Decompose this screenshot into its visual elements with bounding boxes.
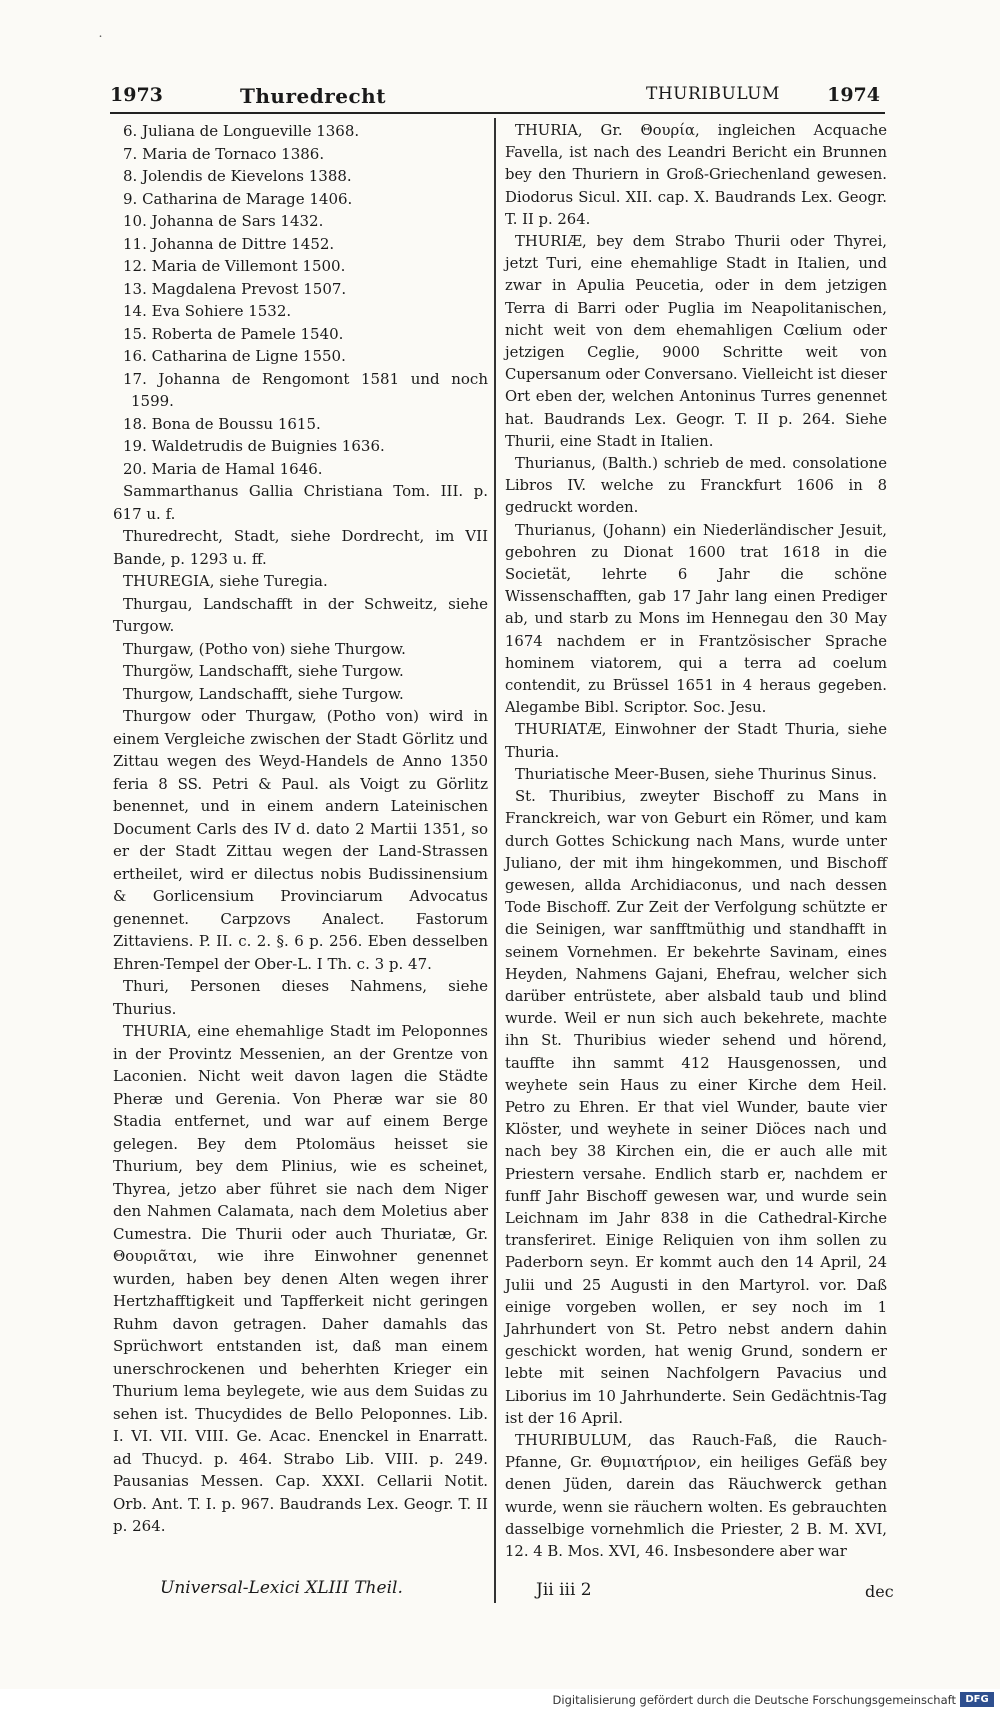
attribution-text: Digitalisierung gefördert durch die Deutsche Forschungsgemeinschaft: [552, 1693, 956, 1707]
paragraph: Thurianus, (Johann) ein Niederländischer Jesuit, gebohren zu Dionat 1600 trat 1618 in die Societät, lehrte 6 Jahr die schöne Wissenschafften, gab 17 Jahr lang einen Prediger ab, und starb zu Mons im Hennegau den 30 May 1674 nachdem er in Frantzösischer Sprache hominem viatorem, qui a terra ad coelum contendit, zu Brüssel 1651 in 4 heraus gegeben. Alegambe Bibl. Scriptor. Soc. Jesu.: [505, 521, 887, 717]
list-entry: 14. Eva Sohiere 1532.: [123, 302, 292, 320]
page-number-left: 1973: [110, 84, 163, 106]
list-entry: 15. Roberta de Pamele 1540.: [123, 324, 344, 343]
paragraph: Thurgow, Landschafft, siehe Turgow.: [123, 684, 404, 703]
list-entry: 18. Bona de Boussu 1615.: [123, 414, 321, 433]
list-entry: 10. Johanna de Sars 1432.: [123, 212, 324, 230]
header-rule: [110, 112, 885, 114]
list-entry: 16. Catharina de Ligne 1550.: [123, 347, 346, 365]
paragraph: THURIATÆ, Einwohner der Stadt Thuria, siehe Thuria.: [505, 721, 887, 761]
page-header: [110, 84, 880, 110]
page-number-right: 1974: [827, 84, 880, 106]
list-entry: 11. Johanna de Dittre 1452.: [123, 234, 335, 253]
paragraph: THURIÆ, bey dem Strabo Thurii oder Thyrei, jetzt Turi, eine ehemahlige Stadt in Italien, und zwar in Apulia Peucetia, oder in dem jetzigen Terra di Barri oder Puglia im Neapolitanischen, nicht weit von dem ehemahligen Cœlium oder jetzigen Ceglie, 9000 Schritte weit von Cupersanum oder Conversano. Vielleicht ist dieser Ort eben der, welchen Antoninus Turres genennet hat. Baudrands Lex. Geogr. T. II p. 264. Siehe Thurii, eine Stadt in Italien.: [505, 233, 887, 450]
paragraph: Thurgow oder Thurgaw, (Potho von) wird in einem Vergleiche zwischen der Stadt Görlitz und Zittau wegen des Weyd-Handels de Anno 1350 feria 8 SS. Petri & Paul. als Voigt zu Görlitz benennet, und in einem andern Lateinischen Document Carls des IV d. dato 2 Martii 1351, so er der Stadt Zittau wegen der Land-Strassen ertheilet, wird er dilectus nobis Budissinensium & Gorlicensium Provinciarum Advocatus genennet. Carpzovs Analect. Fastorum Zittaviens. P. II. c. 2. §. 6 p. 256. Eben desselben Ehren-Tempel der Ober-L. I Th. c. 3 p. 47.: [113, 707, 488, 973]
paragraph: THURIA, Gr. Θουρία, ingleichen Acquache Favella, ist nach des Leandri Bericht ein Brunnen bey den Thuriern in Groß-Griechenland gewesen. Diodorus Sicul. XII. cap. X. Baudrands Lex. Geogr. T. II p. 264.: [505, 122, 887, 228]
paragraph: St. Thuribius, zweyter Bischoff zu Mans in Franckreich, war von Geburt ein Römer, und kam durch Gottes Schickung nach Mans, wurde unter Juliano, der mit ihm hingekommen, und Bischoff gewesen, allda Archidiaconus, und nach dessen Tode Bischoff. Zur Zeit der Verfolgung schützte er die Seinigen, war sanfftmüthig und standhafft in seinem Vornehmen. Er bekehrte Savinam, eines Heyden, Nahmens Gajani, Ehefrau, welcher sich darüber entrüstete, aber alsbald taub und blind wurde. Weil er nun sich auch bekehrete, machte ihn St. Thuribius wieder sehend und hörend, tauffte ihn sammt 412 Hausgenossen, und weyhete sein Haus zu einer Kirche dem Heil. Petro zu Ehren. Er that viel Wunder, baute vier Klöster, und weyhete in seiner Diöces nach und nach bey 38 Kirchen ein, die er auch alle mit Priestern versahe. Endlich starb er, nachdem er funff Jahr Bischoff gewesen war, und wurde sein Leichnam im Jahr 838 in die Cathedral-Kirche transferiret. Einige Reliquien von ihm sollen zu Paderborn seyn. Er kommt auch den 14 April, 24 Julii und 25 Augusti in den Martyrol. vor. Daß einige vorgeben wollen, er sey noch im 1 Jahrhundert von St. Petro nebst andern dahin geschickt worden, hat wenig Grund, sondern er lebte mit seinen Nachfolgern Pavacius und Liborius im 10 Jahrhunderte. Sein Gedächtnis-Tag ist der 16 April.: [505, 788, 887, 1427]
footer-catchword: dec: [865, 1582, 894, 1601]
paragraph: Sammarthanus Gallia Christiana Tom. III. p. 617 u. f.: [113, 482, 488, 523]
list-entry: 19. Waldetrudis de Buignies 1636.: [123, 437, 385, 455]
column-divider: [494, 118, 496, 1603]
list-entry: 13. Magdalena Prevost 1507.: [123, 279, 347, 298]
list-entry: 8. Jolendis de Kievelons 1388.: [123, 167, 352, 185]
paragraph: THUREGIA, siehe Turegia.: [123, 572, 328, 590]
footer-signature: Jii iii 2: [536, 1580, 592, 1600]
list-entry: 17. Johanna de Rengomont 1581 und noch 1599.: [123, 369, 488, 410]
paragraph: Thurianus, (Balth.) schrieb de med. consolatione Libros IV. welche zu Franckfurt 1606 in 8 gedruckt worden.: [505, 455, 887, 517]
paragraph: Thuredrecht, Stadt, siehe Dordrecht, im VII Bande, p. 1293 u. ff.: [113, 527, 488, 568]
list-entry: 7. Maria de Tornaco 1386.: [123, 144, 325, 163]
paragraph: Thurgau, Landschafft in der Schweitz, siehe Turgow.: [113, 594, 488, 635]
footer-volume: Universal-Lexici XLIII Theil.: [160, 1578, 403, 1598]
paragraph: Thuriatische Meer-Busen, siehe Thurinus Sinus.: [515, 765, 877, 783]
list-entry: 9. Catharina de Marage 1406.: [123, 189, 353, 208]
paragraph: THURIBULUM, das Rauch-Faß, die Rauch-Pfanne, Gr. Θυμιατήριον, ein heiliges Gefäß bey denen Jüden, darein das Räuchwerck gethan wurde, wenn sie räuchern wolten. Es gebrauchten dasselbige vornehmlich die Priester, 2 B. M. XVI, 12. 4 B. Mos. XVI, 46. Insbesondere aber war: [505, 1431, 887, 1560]
dfg-logo-icon: DFG: [960, 1692, 994, 1707]
paragraph: THURIA, eine ehemahlige Stadt im Peloponnes in der Provintz Messenien, an der Grentze von Laconien. Nicht weit davon lagen die Städte Pheræ und Gerenia. Von Pheræ war sie 80 Stadia entfernet, und war auf einem Berge gelegen. Bey dem Ptolomäus heisset sie Thurium, bey dem Plinius, wie es scheinet, Thyrea, jetzo aber führet sie nach dem Niger den Nahmen Calamata, nach dem Moletius aber Cumestra. Die Thurii oder auch Thuriatæ, Gr. Θουριᾶται, wie ihre Einwohner genennet wurden, haben bey denen Alten wegen ihrer Hertzhafftigkeit und Tapfferkeit nicht geringen Ruhm davon getragen. Daher damahls das Sprüchwort entstanden ist, daß man einem unerschrockenen und beherhten Krieger ein Thurium lema beylegete, wie aus dem Suidas zu sehen ist. Thucydides de Bello Peloponnes. Lib. I. VI. VII. VIII. Ge. Acac. Enenckel in Enarratt. ad Thucyd. p. 464. Strabo Lib. VIII. p. 249. Pausanias Messen. Cap. XXXI. Cellarii Notit. Orb. Ant. T. I. p. 967. Baudrands Lex. Geogr. T. II p. 264.: [113, 1022, 488, 1535]
list-entry: 20. Maria de Hamal 1646.: [123, 459, 323, 478]
list-entry: 12. Maria de Villemont 1500.: [123, 257, 346, 275]
paragraph: Thuri, Personen dieses Nahmens, siehe Thurius.: [113, 977, 488, 1018]
corner-mark: ˙: [97, 34, 104, 50]
running-title-left: Thuredrecht: [240, 84, 386, 108]
list-entry: 6. Juliana de Longueville 1368.: [123, 122, 360, 140]
right-column: [505, 120, 887, 1563]
running-title-right: THURIBULUM: [646, 84, 780, 104]
paragraph: Thurgaw, (Potho von) siehe Thurgow.: [123, 639, 406, 658]
paragraph: Thurgöw, Landschafft, siehe Turgow.: [123, 662, 404, 680]
attribution-bar: [0, 1689, 1000, 1711]
left-column: [113, 120, 488, 1538]
